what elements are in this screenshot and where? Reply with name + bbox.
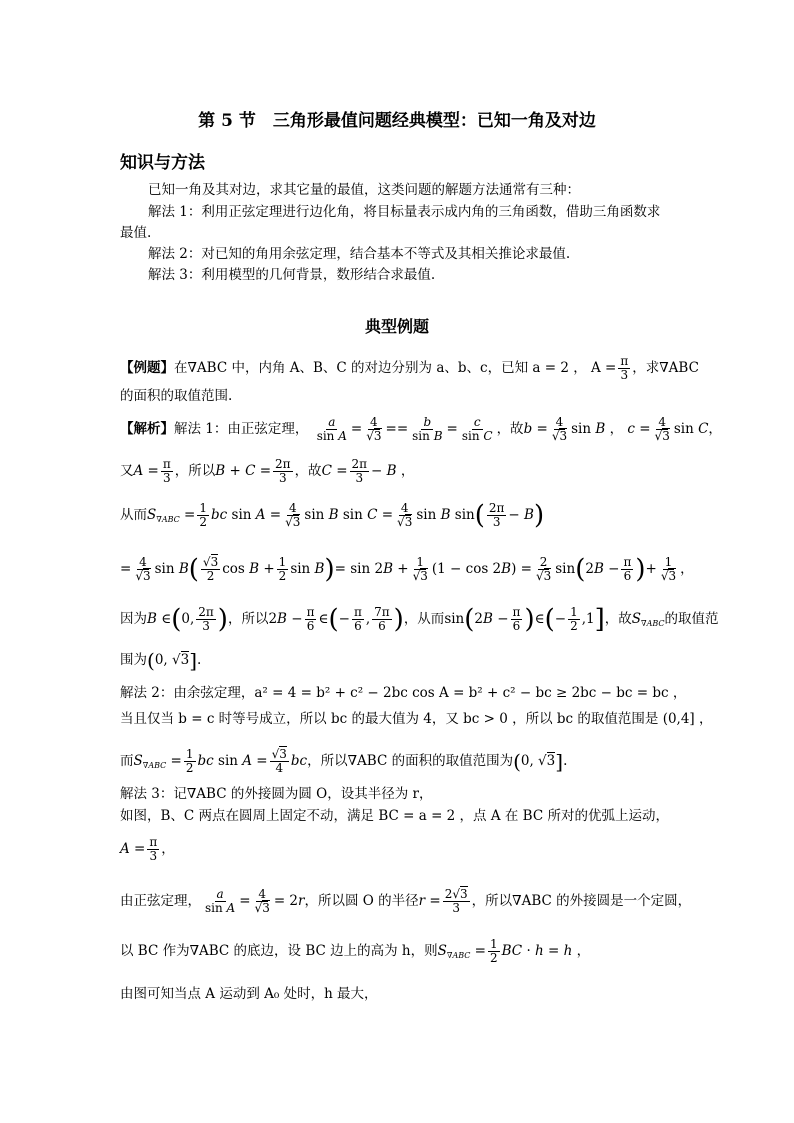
solution-line4: = $\frac{4}{√3}$ sin B( $\frac{√3}{2}$ cos B + $\frac{1}{2}$ sin B)= sin 2B + $\frac{1}{√3}$ (1 − cos 2B) = $\frac{2}{√3}$ sin(2B − $\frac{\pi}{6}$ )+ $\frac{1}{√3}$ ， (120, 554, 694, 585)
solution-line6: 围为(0, √3]. (120, 648, 202, 673)
solution2-line2: 当且仅当 b = c 时等号成立，所以 bc 的最大值为 4，又 bc > 0 ，所以 bc 的取值范围是 (0,4] ， (120, 711, 713, 727)
method3-text: 解法 3：利用模型的几何背景，数形结合求最值. (148, 267, 436, 283)
method1-line1: 解法 1：利用正弦定理进行边化角，将目标量表示成内角的三角函数，借助三角函数求 (148, 204, 661, 220)
solution3-line3: A = $\frac{\pi}{3}$ ， (120, 835, 175, 864)
section-heading-examples: 典型例题 (364, 317, 429, 336)
example-line1 (120, 355, 699, 382)
example-line2: 的面积的取值范围. (120, 388, 233, 404)
example-tag: 【例题】 (120, 360, 174, 377)
example-text: 在∇ABC 中，内角 A、B、C 的对边分别为 a、b、c，已知 a = 2 ， A = (174, 360, 617, 377)
fraction-pi-over-3: $\frac{\pi}{3}$ (620, 354, 629, 383)
section-heading-knowledge: 知识与方法 (120, 153, 205, 173)
solution-line1: 【解析】解法 1：由正弦定理， $\frac{a}{\text{sin A}}$ = $\frac{4}{√3}$ == $\frac{b}{\text{sin B}}$ = $\frac{c}{\text{sin C}}$ ，故b = $\frac{4}{√3}$ sin B ， c = $\frac{4}{√3}$ sin C， (120, 415, 722, 444)
solution3-line2: 如图，B、C 两点在圆周上固定不动，满足 BC = a = 2 ，点 A 在 BC 所对的优弧上运动， (120, 808, 669, 824)
solution2-line1: 解法 2：由余弦定理，a² = 4 = b² + c² − 2bc cos A = b² + c² − bc ≥ 2bc − bc = bc ， (120, 685, 687, 701)
solution-line2: 又A = $\frac{\pi}{3}$ ，所以B + C = $\frac{2\pi}{3}$ ，故C = $\frac{2\pi}{3}$ − B ， (120, 457, 415, 486)
page-title: 第 5 节 三角形最值问题经典模型：已知一角及对边 (198, 111, 596, 131)
solution3-line6: 由图可知当点 A 运动到 A₀ 处时，h 最大， (120, 986, 378, 1002)
method2-text: 解法 2：对已知的角用余弦定理，结合基本不等式及其相关推论求最值. (148, 246, 571, 262)
example-text-2: ，求∇ABC (632, 360, 699, 377)
solution3-line5: 以 BC 作为∇ABC 的底边，设 BC 边上的高为 h，则$S_{\nabla ABC}$ = $\frac{1}{2}$ BC · h = h ， (120, 937, 591, 966)
solution-tag: 【解析】 (120, 421, 174, 438)
method1-line2: 最值. (120, 225, 152, 241)
solution-line5: 因为B ∈(0, $\frac{2\pi}{3}$ )，所以2B − $\frac{\pi}{6}$ ∈(− $\frac{\pi}{6}$ , $\frac{7\pi}{6}$ )，从而sin(2B − $\frac{\pi}{6}$ )∈(− $\frac{1}{2}$ ,1]，故$S_{\nabla ABC}$的取值范 (120, 604, 719, 635)
solution3-line4: 由正弦定理， $\frac{a}{\text{sin A}}$ = $\frac{4}{√3}$ = 2r，所以圆 O 的半径r = $\frac{2√3}{3}$ ，所以∇ABC 的外接圆是一个定圆， (120, 887, 692, 916)
solution3-line1: 解法 3：记∇ABC 的外接圆为圆 O，设其半径为 r， (120, 786, 433, 802)
solution2-line3: 而$S_{\nabla ABC}$ = $\frac{1}{2}$ bc sin A = $\frac{√3}{4}$ bc，所以∇ABC 的面积的取值范围为(0, √3]. (120, 747, 568, 776)
intro-text: 已知一角及其对边，求其它量的最值，这类问题的解题方法通常有三种： (148, 182, 580, 198)
solution-line3: 从而$S_{\nabla ABC}$ = $\frac{1}{2}$ bc sin A = $\frac{4}{√3}$ sin B sin C = $\frac{4}{√3}$ sin B sin( $\frac{2\pi}{3}$ − B) (120, 500, 545, 531)
